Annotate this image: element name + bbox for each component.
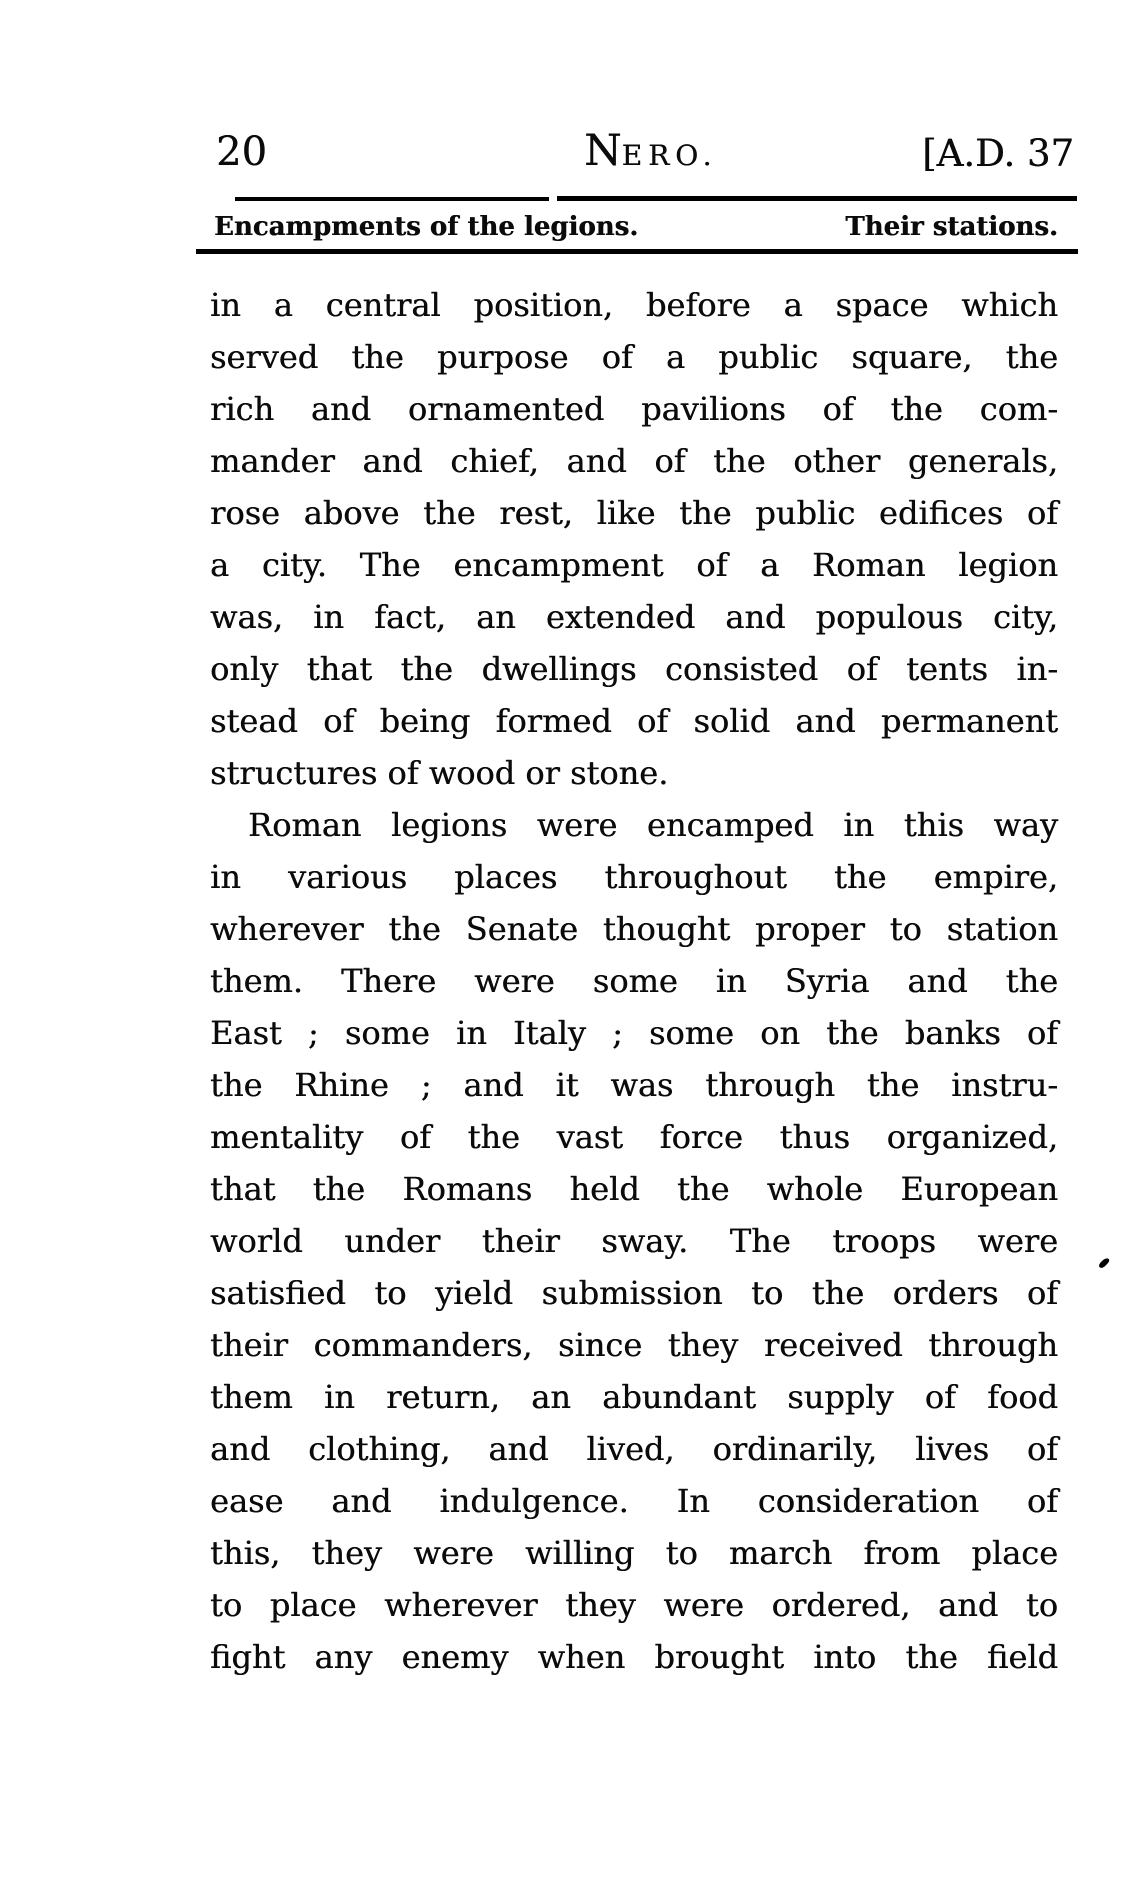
text-line: ease and indulgence. In consideration of — [210, 1482, 1058, 1520]
page-number: 20 — [216, 129, 267, 175]
running-head-left: Encampments of the legions. — [214, 212, 639, 242]
running-title — [584, 126, 717, 185]
text-line: rose above the rest, like the public edifices of — [210, 494, 1058, 532]
text-line: served the purpose of a public square, the — [210, 338, 1058, 376]
text-line: in various places throughout the empire, — [210, 858, 1058, 896]
text-line: in a central position, before a space which — [210, 286, 1058, 324]
text-line: East ; some in Italy ; some on the banks of — [210, 1014, 1058, 1052]
text-line: their commanders, since they received through — [210, 1326, 1058, 1364]
text-line: stead of being formed of solid and permanent — [210, 702, 1058, 740]
text-line: a city. The encampment of a Roman legion — [210, 546, 1058, 584]
text-line: wherever the Senate thought proper to station — [210, 910, 1058, 948]
text-line: world under their sway. The troops were — [210, 1222, 1058, 1260]
text-line: only that the dwellings consisted of tents in- — [210, 650, 1058, 688]
text-line: mentality of the vast force thus organized, — [210, 1118, 1058, 1156]
text-line: structures of wood or stone. — [210, 754, 669, 792]
text-line: mander and chief, and of the other generals, — [210, 442, 1058, 480]
text-line: and clothing, and lived, ordinarily, lives of — [210, 1430, 1058, 1468]
running-title-rest: ERO. — [621, 139, 718, 172]
running-head-right: Their stations. — [845, 212, 1058, 242]
text-line: this, they were willing to march from place — [210, 1534, 1058, 1572]
date-header: [A.D. 37 — [922, 132, 1074, 175]
text-line: satisfied to yield submission to the orders of — [210, 1274, 1058, 1312]
text-line: them. There were some in Syria and the — [210, 962, 1058, 1000]
text-line: rich and ornamented pavilions of the com- — [210, 390, 1058, 428]
text-line: to place wherever they were ordered, and to — [210, 1586, 1058, 1624]
header-rule-left-segment — [235, 197, 549, 201]
text-line: fight any enemy when brought into the field — [210, 1638, 1058, 1676]
text-line: the Rhine ; and it was through the instru- — [210, 1066, 1058, 1104]
body-text — [210, 279, 1058, 1683]
text-line: Roman legions were encamped in this way — [248, 806, 1058, 844]
running-title-initial: N — [584, 126, 622, 176]
text-line: them in return, an abundant supply of food — [210, 1378, 1058, 1416]
text-line: was, in fact, an extended and populous city, — [210, 598, 1058, 636]
subhead-rule — [196, 249, 1078, 254]
scan-speck — [1098, 1256, 1110, 1269]
header-rule-right-segment — [557, 196, 1077, 201]
text-line: that the Romans held the whole European — [210, 1170, 1058, 1208]
